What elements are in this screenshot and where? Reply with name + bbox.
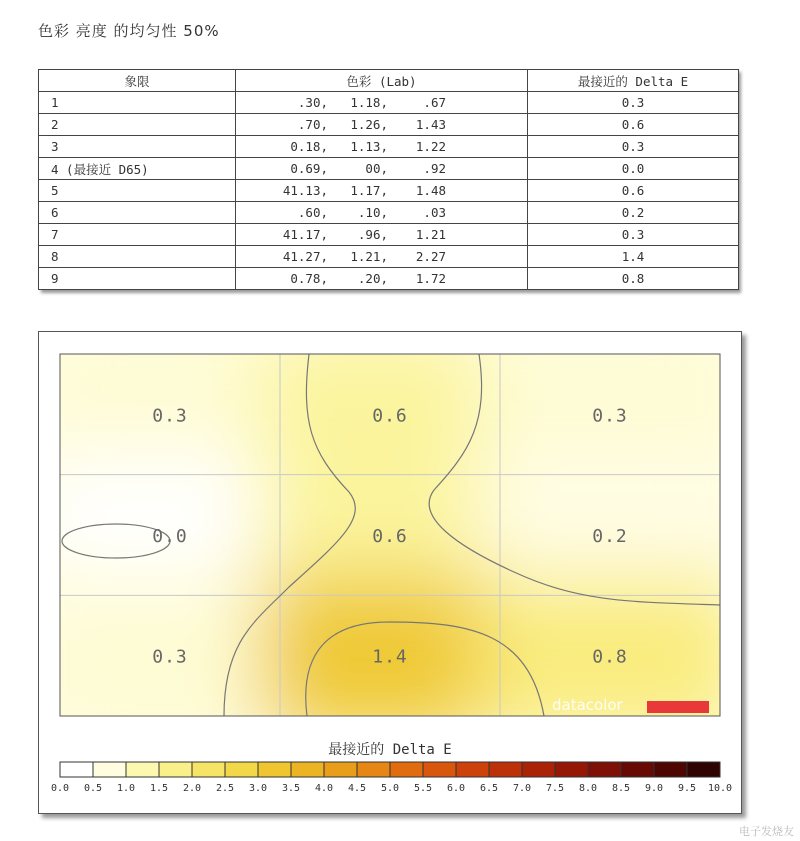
cell-value-label: 0.3: [152, 646, 188, 668]
table-header-row: [39, 70, 739, 92]
cell-lab-l: 0.69,: [290, 161, 328, 176]
cell-lab-a: 00,: [365, 161, 388, 176]
table-row: [39, 246, 739, 268]
cell-lab-l: 0.78,: [290, 271, 328, 286]
page-title: 色彩 亮度 的均匀性 50%: [38, 22, 220, 40]
colorbar-segment: [192, 762, 225, 777]
cell-delta-e: 0.3: [528, 224, 739, 246]
colorbar-segment: [357, 762, 390, 777]
cell-lab-l: 41.13,: [282, 183, 328, 198]
colorbar-tick-label: 1.5: [149, 783, 169, 794]
cell-lab-b: 1.21: [415, 227, 446, 242]
colorbar-segment: [126, 762, 159, 777]
heatmap-chart: [39, 332, 741, 813]
cell-zone: 8: [39, 246, 236, 268]
cell-zone: 7: [39, 224, 236, 246]
cell-lab-b: 1.43: [415, 117, 446, 132]
cell-lab-l: 0.18,: [290, 139, 328, 154]
cell-value-label: 0.3: [152, 405, 188, 427]
colorbar-segment: [522, 762, 555, 777]
colorbar-tick-label: 7.0: [512, 783, 532, 794]
colorbar-tick-label: 5.5: [413, 783, 433, 794]
colorbar-title: 最接近的 Delta E: [328, 742, 452, 758]
cell-value-label: 0.0: [152, 526, 188, 547]
cell-lab: [236, 268, 528, 290]
cell-lab: [236, 202, 528, 224]
cell-delta-e: 0.6: [528, 180, 739, 202]
cell-lab: [236, 246, 528, 268]
cell-lab-b: .92: [423, 161, 446, 176]
cell-delta-e: 0.2: [528, 202, 739, 224]
cell-lab-a: .10,: [357, 205, 388, 220]
cell-lab: [236, 92, 528, 114]
table-row: [39, 202, 739, 224]
colorbar-tick-label: 3.0: [248, 783, 268, 794]
table-row: [39, 114, 739, 136]
table-row: [39, 224, 739, 246]
cell-lab-a: 1.21,: [350, 249, 388, 264]
colorbar-segment: [654, 762, 687, 777]
cell-value-label: 0.6: [372, 526, 408, 547]
colorbar-segment: [456, 762, 489, 777]
colorbar-segment: [159, 762, 192, 777]
cell-delta-e: 1.4: [528, 246, 739, 268]
colorbar-tick-label: 1.0: [116, 783, 136, 794]
colorbar-tick-label: 0.5: [83, 783, 103, 794]
watermark: 电子发烧友: [739, 825, 794, 838]
colorbar-segment: [291, 762, 324, 777]
colorbar-tick-label: 3.5: [281, 783, 301, 794]
colorbar-segment: [621, 762, 654, 777]
cell-lab-a: 1.26,: [350, 117, 388, 132]
cell-value-label: 0.2: [592, 526, 628, 547]
colorbar-tick-label: 9.5: [677, 783, 697, 794]
cell-delta-e: 0.0: [528, 158, 739, 180]
colorbar-segment: [489, 762, 522, 777]
lab-table: [38, 69, 739, 290]
colorbar-tick-label: 5.0: [380, 783, 400, 794]
colorbar-tick-label: 9.0: [644, 783, 664, 794]
colorbar-tick-label: 4.5: [347, 783, 367, 794]
table-row: [39, 180, 739, 202]
cell-zone: 4 (最接近 D65): [39, 158, 236, 180]
colorbar-tick-label: 10.0: [707, 783, 733, 794]
colorbar-segment: [258, 762, 291, 777]
cell-zone: 2: [39, 114, 236, 136]
colorbar-segment: [588, 762, 621, 777]
table-row: [39, 92, 739, 114]
colorbar-segment: [423, 762, 456, 777]
colorbar-tick-label: 6.0: [446, 783, 466, 794]
cell-lab-a: 1.18,: [350, 95, 388, 110]
cell-lab: [236, 224, 528, 246]
colorbar-segment: [93, 762, 126, 777]
brand-logo-text: datacolor: [552, 696, 623, 714]
table-row: [39, 158, 739, 180]
cell-zone: 9: [39, 268, 236, 290]
cell-lab-a: 1.17,: [350, 183, 388, 198]
colorbar-tick-label: 0.0: [50, 783, 70, 794]
colorbar-tick-label: 2.5: [215, 783, 235, 794]
colorbar-tick-label: 4.0: [314, 783, 334, 794]
colorbar-segment: [60, 762, 93, 777]
colorbar-tick-label: 2.0: [182, 783, 202, 794]
cell-lab-b: 1.72: [415, 271, 446, 286]
cell-lab: [236, 158, 528, 180]
cell-lab-l: 41.27,: [282, 249, 328, 264]
colorbar-tick-label: 8.0: [578, 783, 598, 794]
cell-lab-a: 1.13,: [350, 139, 388, 154]
cell-zone: 1: [39, 92, 236, 114]
lab-table-container: [38, 69, 738, 290]
cell-lab-b: 1.22: [415, 139, 446, 154]
cell-lab: [236, 114, 528, 136]
cell-lab-b: .03: [423, 205, 446, 220]
cell-value-label: 1.4: [372, 646, 408, 668]
cell-value-label: 0.8: [592, 646, 628, 668]
colorbar-tick-label: 8.5: [611, 783, 631, 794]
cell-lab: [236, 136, 528, 158]
colorbar-segment: [687, 762, 720, 777]
cell-zone: 6: [39, 202, 236, 224]
brand-logo-bar: [647, 701, 709, 713]
colorbar-segment: [324, 762, 357, 777]
cell-delta-e: 0.3: [528, 136, 739, 158]
cell-lab-b: .67: [423, 95, 446, 110]
cell-value-label: 0.6: [372, 405, 408, 427]
header-delta-e: 最接近的 Delta E: [528, 70, 739, 92]
cell-value-label: 0.3: [592, 405, 628, 427]
cell-delta-e: 0.3: [528, 92, 739, 114]
cell-lab: [236, 180, 528, 202]
cell-delta-e: 0.6: [528, 114, 739, 136]
colorbar-tick-label: 6.5: [479, 783, 499, 794]
header-lab: 色彩 (Lab): [236, 70, 528, 92]
cell-zone: 3: [39, 136, 236, 158]
colorbar-segment: [390, 762, 423, 777]
cell-lab-b: 2.27: [415, 249, 446, 264]
table-row: [39, 136, 739, 158]
cell-lab-l: 41.17,: [282, 227, 328, 242]
cell-zone: 5: [39, 180, 236, 202]
colorbar-tick-label: 7.5: [545, 783, 565, 794]
table-row: [39, 268, 739, 290]
table-body: [39, 92, 739, 290]
cell-lab-l: .70,: [297, 117, 328, 132]
heatmap-frame: [38, 331, 742, 814]
cell-delta-e: 0.8: [528, 268, 739, 290]
cell-lab-l: .60,: [297, 205, 328, 220]
cell-lab-b: 1.48: [415, 183, 446, 198]
cell-lab-a: .96,: [357, 227, 388, 242]
cell-lab-l: .30,: [297, 95, 328, 110]
colorbar-segment: [225, 762, 258, 777]
cell-lab-a: .20,: [357, 271, 388, 286]
header-zone: 象限: [39, 70, 236, 92]
colorbar-segment: [555, 762, 588, 777]
